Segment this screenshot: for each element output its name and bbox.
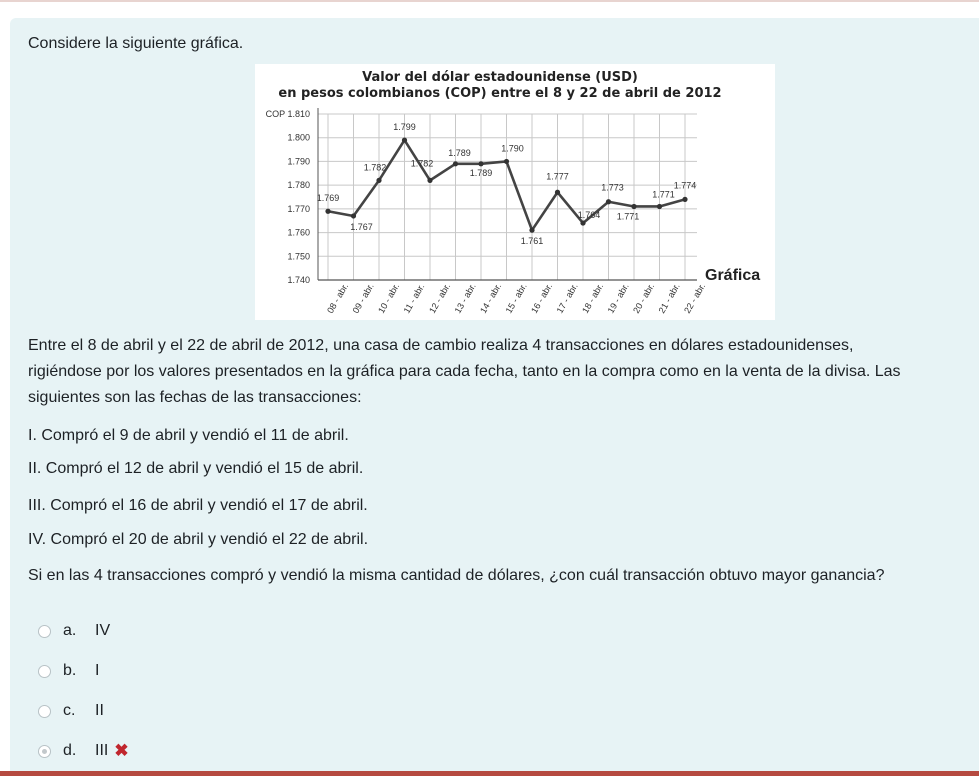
data-point	[682, 197, 687, 202]
option-a-letter: a.	[63, 622, 77, 639]
data-label: 1.789	[469, 167, 493, 178]
option-b[interactable]	[38, 660, 99, 682]
x-tick-label: 10 - abr.	[376, 281, 402, 315]
transaction-item-3: III. Compró el 16 de abril y vendió el 17 de abril.	[28, 497, 368, 514]
data-label: 1.771	[652, 189, 675, 200]
data-point	[453, 161, 458, 166]
y-tick-label: 1.800	[287, 132, 310, 143]
x-tick-label: 22 - abr.	[682, 281, 708, 315]
x-tick-label: 15 - abr.	[503, 281, 529, 315]
data-label: 1.764	[577, 210, 601, 221]
data-point	[478, 161, 483, 166]
x-tick-label: 19 - abr.	[605, 281, 631, 315]
data-label: 1.782	[410, 158, 434, 169]
option-c-letter: c.	[63, 702, 76, 719]
chart-subtitle: en pesos colombianos (COP) entre el 8 y 22 de abril de 2012	[278, 86, 722, 101]
data-label: 1.789	[448, 147, 471, 158]
x-tick-label: 21 - abr.	[656, 281, 682, 315]
data-label: 1.767	[350, 221, 373, 232]
x-tick-label: 14 - abr.	[478, 281, 504, 315]
x-tick-label: 16 - abr.	[529, 281, 555, 315]
top-accent-bar	[0, 0, 979, 2]
data-label: 1.761	[520, 236, 544, 247]
transaction-item-4: IV. Compró el 20 de abril y vendió el 22 de abril.	[28, 531, 369, 548]
data-label: 1.773	[601, 182, 624, 193]
data-point	[580, 220, 585, 225]
option-d[interactable]	[38, 740, 129, 762]
data-label: 1.771	[616, 211, 640, 222]
data-point	[351, 213, 356, 218]
option-d-letter: d.	[63, 742, 77, 759]
question-intro: Considere la siguiente gráfica.	[28, 35, 244, 52]
data-point	[325, 209, 330, 214]
option-b-radio[interactable]	[38, 665, 51, 678]
option-a-text: IV	[95, 622, 111, 639]
x-tick-label: 18 - abr.	[580, 281, 606, 315]
data-point	[529, 228, 534, 233]
data-point	[631, 204, 636, 209]
transaction-item-2: II. Compró el 12 de abril y vendió el 15 de abril.	[28, 460, 364, 477]
option-a[interactable]	[38, 620, 110, 642]
question-paragraph-line-3: siguientes son las fechas de las transacciones:	[28, 389, 362, 406]
y-tick-label: 1.750	[287, 251, 310, 262]
x-tick-label: 11 - abr.	[401, 281, 427, 315]
option-d-text: III	[95, 742, 109, 759]
data-point	[376, 178, 381, 183]
data-label: 1.799	[393, 122, 416, 133]
option-b-letter: b.	[63, 662, 77, 679]
chart-side-label: Gráfica	[705, 267, 761, 284]
data-point	[657, 204, 662, 209]
option-a-radio[interactable]	[38, 625, 51, 638]
data-point	[555, 190, 560, 195]
x-tick-label: 09 - abr.	[350, 281, 376, 315]
data-label: 1.777	[546, 171, 569, 182]
data-point	[402, 137, 407, 142]
y-tick-label: 1.790	[287, 156, 310, 167]
data-point	[504, 159, 509, 164]
transaction-item-1: I. Compró el 9 de abril y vendió el 11 de abril.	[28, 427, 349, 444]
option-b-text: I	[95, 662, 100, 679]
question-paragraph-line-1: Entre el 8 de abril y el 22 de abril de 2012, una casa de cambio realiza 4 transacciones en dólares estadounidenses,	[28, 337, 854, 354]
data-label: 1.790	[501, 143, 524, 154]
data-label: 1.774	[673, 180, 697, 191]
chart-svg	[255, 64, 775, 320]
chart-title: Valor del dólar estadounidense (USD)	[362, 70, 638, 85]
data-label: 1.782	[363, 162, 387, 173]
y-tick-label: 1.780	[287, 180, 310, 191]
question-paragraph-line-2: rigiéndose por los valores presentados en la gráfica para cada fecha, tanto en la compra como en la venta de la divisa. Las	[28, 363, 901, 380]
x-tick-label: 17 - abr.	[554, 281, 580, 315]
x-tick-label: 12 - abr.	[427, 281, 453, 315]
y-tick-label: 1.770	[287, 203, 310, 214]
y-tick-label: 1.760	[287, 227, 310, 238]
x-tick-label: 20 - abr.	[631, 281, 657, 315]
option-c-radio[interactable]	[38, 705, 51, 718]
y-tick-label: 1.740	[287, 275, 310, 285]
bottom-accent-bar	[0, 771, 979, 776]
data-point	[606, 199, 611, 204]
option-d-radio[interactable]	[38, 745, 51, 758]
x-tick-label: 08 - abr.	[325, 281, 351, 315]
incorrect-icon: ✖	[114, 741, 129, 760]
data-point	[427, 178, 432, 183]
option-c-text: II	[95, 702, 104, 719]
data-label: 1.769	[316, 193, 340, 204]
option-c[interactable]	[38, 700, 104, 722]
exchange-rate-chart	[255, 64, 775, 320]
x-tick-label: 13 - abr.	[452, 281, 478, 315]
question-prompt: Si en las 4 transacciones compró y vendió la misma cantidad de dólares, ¿con cuál transacción obtuvo mayor ganancia?	[28, 567, 885, 584]
y-tick-label: COP 1.810	[265, 109, 310, 119]
